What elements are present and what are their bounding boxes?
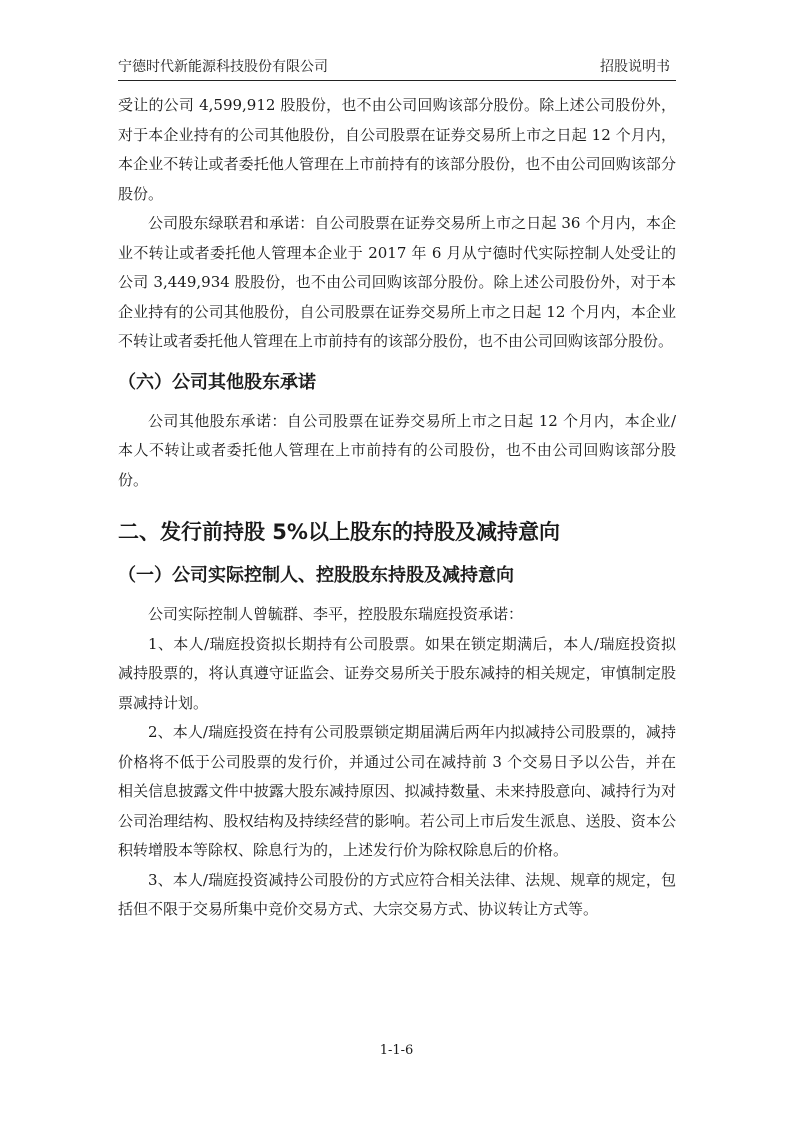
paragraph-item-3: 3、本人/瑞庭投资减持公司股份的方式应符合相关法律、法规、规章的规定，包括但不限于交易所集中竞价交易方式、大宗交易方式、协议转让方式等。	[118, 870, 676, 918]
page-header	[118, 56, 676, 81]
heading-other-shareholders: （六）公司其他股东承诺	[118, 371, 316, 393]
paragraph-continued: 受让的公司 4,599,912 股股份，也不由公司回购该部分股份。除上述公司股份外，对于本企业持有的公司其他股份，自公司股票在证券交易所上市之日起 12 个月内，本企业不转让或者委托他人管理在上市前持有的该部分股份，也不由公司回购该部分股份。	[118, 96, 676, 203]
section-heading-holding-intent: 二、发行前持股 5%以上股东的持股及减持意向	[118, 520, 560, 544]
document-type: 招股说明书	[600, 59, 670, 75]
paragraph-item-1: 1、本人/瑞庭投资拟长期持有公司股票。如果在锁定期满后，本人/瑞庭投资拟减持股票的，将认真遵守证监会、证券交易所关于股东减持的相关规定，审慎制定股票减持计划。	[118, 634, 676, 712]
paragraph-lvlian-commitment: 公司股东绿联君和承诺：自公司股票在证券交易所上市之日起 36 个月内，本企业不转让或者委托他人管理本企业于 2017 年 6 月从宁德时代实际控制人处受让的公司 3,449,934 股股份，也不由公司回购该部分股份。除上述公司股份外，对于本企业持有的公司其他股份，自公司股票在证券交易所上市之日起 12 个月内，本企业不转让或者委托他人管理在上市前持有的该部分股份，也不由公司回购该部分股份。	[118, 214, 676, 350]
company-name: 宁德时代新能源科技股份有限公司	[118, 59, 328, 75]
document-body	[118, 91, 676, 925]
paragraph-other-shareholders: 公司其他股东承诺：自公司股票在证券交易所上市之日起 12 个月内，本企业/本人不转让或者委托他人管理在上市前持有的公司股份，也不由公司回购该部分股份。	[118, 411, 676, 489]
paragraph-controller-intro: 公司实际控制人曾毓群、李平，控股股东瑞庭投资承诺：	[148, 605, 524, 623]
page-number: 1-1-6	[379, 1043, 414, 1058]
heading-controller-intent: （一）公司实际控制人、控股股东持股及减持意向	[118, 565, 514, 586]
paragraph-item-2: 2、本人/瑞庭投资在持有公司股票锁定期届满后两年内拟减持公司股票的，减持价格将不低于公司股票的发行价，并通过公司在减持前 3 个交易日予以公告，并在相关信息披露文件中披露大股东减持原因、拟减持数量、未来持股意向、减持行为对公司治理结构、股权结构及持续经营的影响。若公司上市后发生派息、送股、资本公积转增股本等除权、除息行为的，上述发行价为除权除息后的价格。	[118, 723, 676, 859]
